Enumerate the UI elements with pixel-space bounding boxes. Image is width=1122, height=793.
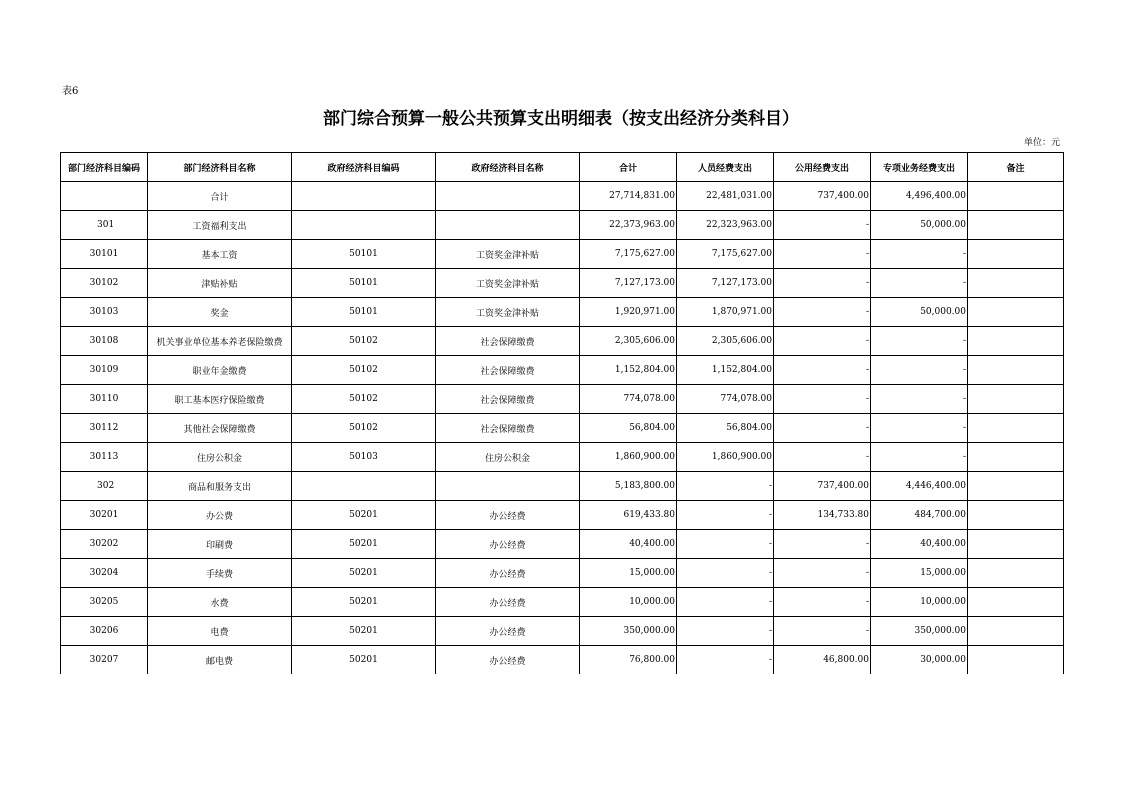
cell-dept-code: 30112 [61, 414, 148, 443]
cell-dept-code: 30101 [61, 240, 148, 269]
cell-total: 619,433.80 [580, 501, 677, 530]
cell-gov-code: 50201 [292, 617, 436, 646]
table-row [61, 472, 1064, 501]
table-row [61, 414, 1064, 443]
cell-gov-code: 50201 [292, 559, 436, 588]
column-header: 合计 [580, 153, 677, 182]
cell-dept-code: 30201 [61, 501, 148, 530]
cell-dept-name: 商品和服务支出 [148, 472, 292, 501]
cell-gov-code: 50103 [292, 443, 436, 472]
cell-dept-code: 30109 [61, 356, 148, 385]
cell-special: 350,000.00 [871, 617, 968, 646]
cell-special: - [871, 327, 968, 356]
cell-public: - [774, 588, 871, 617]
cell-special: - [871, 443, 968, 472]
column-header: 政府经济科目编码 [292, 153, 436, 182]
cell-total: 350,000.00 [580, 617, 677, 646]
cell-total: 5,183,800.00 [580, 472, 677, 501]
cell-gov-name: 工资奖金津补贴 [436, 269, 580, 298]
cell-note [968, 327, 1064, 356]
cell-special: 4,496,400.00 [871, 182, 968, 211]
cell-gov-name: 工资奖金津补贴 [436, 298, 580, 327]
table-row [61, 240, 1064, 269]
table-row [61, 559, 1064, 588]
cell-gov-code [292, 211, 436, 240]
cell-note [968, 588, 1064, 617]
table-row [61, 269, 1064, 298]
cell-personnel: 1,152,804.00 [677, 356, 774, 385]
table-row [61, 501, 1064, 530]
cell-public: 737,400.00 [774, 472, 871, 501]
cell-personnel: 7,175,627.00 [677, 240, 774, 269]
cell-dept-code: 30113 [61, 443, 148, 472]
cell-personnel: 22,481,031.00 [677, 182, 774, 211]
cell-personnel: - [677, 530, 774, 559]
cell-total: 22,373,963.00 [580, 211, 677, 240]
cell-gov-code: 50201 [292, 501, 436, 530]
table-row [61, 356, 1064, 385]
cell-gov-name: 社会保障缴费 [436, 327, 580, 356]
cell-public: - [774, 298, 871, 327]
cell-personnel: 7,127,173.00 [677, 269, 774, 298]
cell-public: - [774, 617, 871, 646]
cell-special: - [871, 269, 968, 298]
table-row [61, 211, 1064, 240]
cell-total: 1,860,900.00 [580, 443, 677, 472]
cell-gov-name: 社会保障缴费 [436, 385, 580, 414]
cell-note [968, 646, 1064, 675]
cell-note [968, 501, 1064, 530]
cell-special: 50,000.00 [871, 211, 968, 240]
cell-gov-name [436, 182, 580, 211]
cell-dept-name: 手续费 [148, 559, 292, 588]
cell-total: 1,152,804.00 [580, 356, 677, 385]
cell-special: 4,446,400.00 [871, 472, 968, 501]
cell-dept-name: 印刷费 [148, 530, 292, 559]
cell-special: 10,000.00 [871, 588, 968, 617]
cell-personnel: - [677, 559, 774, 588]
column-header: 人员经费支出 [677, 153, 774, 182]
column-header: 备注 [968, 153, 1064, 182]
cell-public: 134,733.80 [774, 501, 871, 530]
cell-public: - [774, 443, 871, 472]
cell-total: 76,800.00 [580, 646, 677, 675]
cell-public: - [774, 327, 871, 356]
cell-special: 484,700.00 [871, 501, 968, 530]
cell-dept-name: 基本工资 [148, 240, 292, 269]
cell-public: - [774, 269, 871, 298]
cell-dept-code: 30205 [61, 588, 148, 617]
cell-dept-name: 住房公积金 [148, 443, 292, 472]
cell-public: - [774, 356, 871, 385]
cell-gov-name: 办公经费 [436, 646, 580, 675]
table-header-row [61, 153, 1064, 182]
cell-total: 56,804.00 [580, 414, 677, 443]
cell-gov-name: 住房公积金 [436, 443, 580, 472]
cell-total: 10,000.00 [580, 588, 677, 617]
cell-special: 40,400.00 [871, 530, 968, 559]
cell-total: 2,305,606.00 [580, 327, 677, 356]
cell-gov-code: 50102 [292, 385, 436, 414]
cell-personnel: 56,804.00 [677, 414, 774, 443]
cell-note [968, 530, 1064, 559]
cell-gov-name [436, 211, 580, 240]
cell-dept-code [61, 182, 148, 211]
cell-gov-code: 50101 [292, 298, 436, 327]
cell-personnel: - [677, 617, 774, 646]
cell-personnel: - [677, 472, 774, 501]
cell-gov-code [292, 182, 436, 211]
cell-note [968, 443, 1064, 472]
cell-gov-name: 社会保障缴费 [436, 414, 580, 443]
cell-gov-code: 50102 [292, 414, 436, 443]
cell-public: - [774, 240, 871, 269]
cell-dept-name: 奖金 [148, 298, 292, 327]
cell-total: 7,175,627.00 [580, 240, 677, 269]
cell-dept-name: 电费 [148, 617, 292, 646]
cell-special: - [871, 240, 968, 269]
cell-gov-code: 50201 [292, 646, 436, 675]
cell-note [968, 211, 1064, 240]
cell-dept-name: 邮电费 [148, 646, 292, 675]
cell-public: - [774, 414, 871, 443]
cell-dept-name: 职业年金缴费 [148, 356, 292, 385]
table-row [61, 646, 1064, 675]
cell-personnel: - [677, 588, 774, 617]
cell-dept-name: 津贴补贴 [148, 269, 292, 298]
table-row [61, 327, 1064, 356]
cell-gov-name: 办公经费 [436, 588, 580, 617]
cell-dept-code: 30206 [61, 617, 148, 646]
cell-public: 46,800.00 [774, 646, 871, 675]
cell-gov-name: 工资奖金津补贴 [436, 240, 580, 269]
column-header: 专项业务经费支出 [871, 153, 968, 182]
cell-dept-name: 其他社会保障缴费 [148, 414, 292, 443]
cell-note [968, 298, 1064, 327]
cell-total: 1,920,971.00 [580, 298, 677, 327]
cell-gov-code: 50201 [292, 530, 436, 559]
cell-special: - [871, 385, 968, 414]
cell-dept-code: 30110 [61, 385, 148, 414]
cell-special: 50,000.00 [871, 298, 968, 327]
table-row [61, 530, 1064, 559]
cell-total: 7,127,173.00 [580, 269, 677, 298]
cell-gov-code [292, 472, 436, 501]
table-number: 表6 [62, 86, 79, 97]
cell-dept-name: 合计 [148, 182, 292, 211]
cell-gov-code: 50102 [292, 327, 436, 356]
cell-total: 27,714,831.00 [580, 182, 677, 211]
table-row [61, 385, 1064, 414]
table-row [61, 182, 1064, 211]
column-header: 部门经济科目名称 [148, 153, 292, 182]
cell-personnel: 774,078.00 [677, 385, 774, 414]
cell-gov-code: 50102 [292, 356, 436, 385]
cell-special: - [871, 414, 968, 443]
cell-dept-code: 30207 [61, 646, 148, 675]
cell-personnel: 1,860,900.00 [677, 443, 774, 472]
cell-total: 40,400.00 [580, 530, 677, 559]
cell-personnel: - [677, 646, 774, 675]
cell-dept-code: 30202 [61, 530, 148, 559]
cell-special: 30,000.00 [871, 646, 968, 675]
cell-special: 15,000.00 [871, 559, 968, 588]
cell-gov-name: 办公经费 [436, 617, 580, 646]
column-header: 公用经费支出 [774, 153, 871, 182]
cell-personnel: 1,870,971.00 [677, 298, 774, 327]
cell-gov-name: 办公经费 [436, 530, 580, 559]
cell-note [968, 472, 1064, 501]
cell-note [968, 269, 1064, 298]
cell-personnel: 2,305,606.00 [677, 327, 774, 356]
cell-dept-name: 机关事业单位基本养老保险缴费 [148, 327, 292, 356]
column-header: 部门经济科目编码 [61, 153, 148, 182]
cell-personnel: 22,323,963.00 [677, 211, 774, 240]
unit-label: 单位：元 [1023, 138, 1060, 148]
cell-note [968, 617, 1064, 646]
cell-note [968, 356, 1064, 385]
cell-dept-code: 30108 [61, 327, 148, 356]
cell-personnel: - [677, 501, 774, 530]
budget-table [60, 152, 1064, 674]
cell-note [968, 559, 1064, 588]
cell-gov-code: 50101 [292, 240, 436, 269]
cell-special: - [871, 356, 968, 385]
column-header: 政府经济科目名称 [436, 153, 580, 182]
cell-note [968, 385, 1064, 414]
cell-gov-name: 办公经费 [436, 559, 580, 588]
cell-public: - [774, 559, 871, 588]
cell-dept-name: 水费 [148, 588, 292, 617]
cell-total: 774,078.00 [580, 385, 677, 414]
cell-note [968, 414, 1064, 443]
cell-gov-name: 社会保障缴费 [436, 356, 580, 385]
cell-dept-code: 30102 [61, 269, 148, 298]
cell-public: 737,400.00 [774, 182, 871, 211]
cell-gov-name [436, 472, 580, 501]
cell-note [968, 240, 1064, 269]
cell-public: - [774, 211, 871, 240]
table-row [61, 617, 1064, 646]
cell-gov-code: 50101 [292, 269, 436, 298]
cell-dept-code: 30204 [61, 559, 148, 588]
cell-public: - [774, 530, 871, 559]
page-title: 部门综合预算一般公共预算支出明细表（按支出经济分类科目） [323, 109, 799, 129]
cell-dept-code: 302 [61, 472, 148, 501]
cell-dept-code: 301 [61, 211, 148, 240]
cell-note [968, 182, 1064, 211]
table-row [61, 298, 1064, 327]
table-row [61, 588, 1064, 617]
cell-public: - [774, 385, 871, 414]
cell-gov-code: 50201 [292, 588, 436, 617]
table-row [61, 443, 1064, 472]
cell-dept-code: 30103 [61, 298, 148, 327]
cell-total: 15,000.00 [580, 559, 677, 588]
cell-dept-name: 职工基本医疗保险缴费 [148, 385, 292, 414]
cell-dept-name: 工资福利支出 [148, 211, 292, 240]
cell-gov-name: 办公经费 [436, 501, 580, 530]
cell-dept-name: 办公费 [148, 501, 292, 530]
